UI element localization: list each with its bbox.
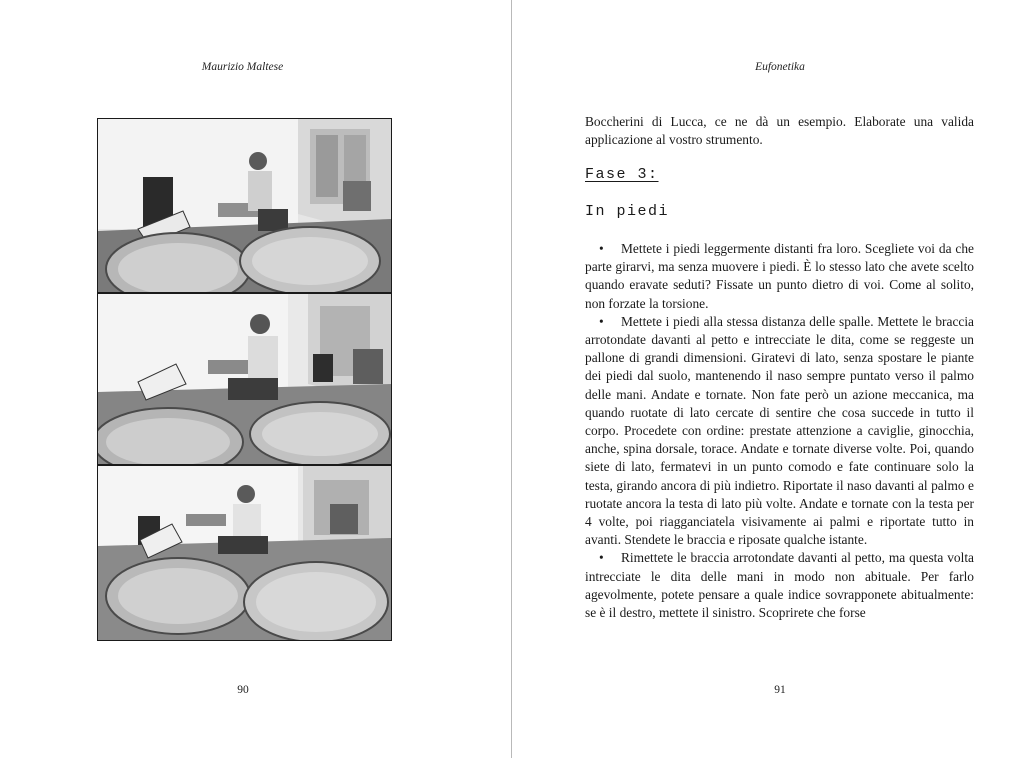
list-item bbox=[585, 313, 974, 550]
bullet-icon: • bbox=[599, 241, 604, 256]
photo-strip bbox=[97, 118, 392, 641]
running-head-title: Eufonetika bbox=[755, 61, 805, 73]
page-number-right: 91 bbox=[774, 684, 786, 696]
bullet-icon: • bbox=[599, 313, 604, 329]
photo-timpanist-3 bbox=[98, 466, 391, 640]
list-item-text: Mettete i piedi alla stessa distanza delle spalle. Mettete le braccia arrotondate davanti al petto e intrecciate le dita, come se reggeste un pallone di grandi dimensioni. Giratevi di lato, senza spostare le piante dei piedi dal suolo, mantenendo il naso sempre puntato verso il palmo delle mani. Andate e tornate. Non fate però un azione meccanica, ma quando ruotate di lato cercate di sentire che cosa succede in tutto il corpo. Procedete con ordine: prestate attenzione a caviglie, ginocchia, anche, spina dorsale, torace. Andate e tornate diverse volte. Poi, quando siete di lato, fermatevi in un punto comodo e fate continuare solo la testa, girando ancora di più indietro. Riportate il naso davanti al palmo e ruotate ancora la testa di lato più volte. Andate e tornate con la testa per 4 volte, poi riagganciatela visivamente ai palmi e riportate tutto in avanti. Stendete le braccia e riposate qualche istante. bbox=[585, 313, 974, 548]
list-item-text: Rimettete le braccia arrotondate davanti al petto, ma questa volta intrecciate le dita delle mani in modo non abituale. Per farlo agevolmente, potete pensare a quale indice sovrapponete abitualmente: se è il destro, mettete il sinistro. Scoprirete che forse bbox=[585, 550, 974, 621]
bullet-icon: • bbox=[599, 550, 604, 566]
photo-timpanist-2 bbox=[98, 294, 391, 464]
section-heading: In piedi bbox=[585, 203, 670, 220]
paragraph-carry-over: Boccherini di Lucca, ce ne dà un esempio. Elaborate una valida applicazione al vostro strumento. bbox=[585, 114, 974, 148]
page-number-left: 90 bbox=[237, 684, 249, 696]
list-item bbox=[585, 240, 974, 313]
list-item-text: Mettete i piedi leggermente distanti fra loro. Scegliete voi da che parte girarvi, ma senza muovere i piedi. È lo stesso lato che avete scelto quando eravate seduti? Fissate un punto dietro di voi. Come al solito, non forzate la torsione. bbox=[585, 241, 974, 311]
phase-heading: Fase 3: bbox=[585, 166, 659, 183]
page-gutter bbox=[511, 0, 512, 758]
running-head-author: Maurizio Maltese bbox=[201, 61, 284, 73]
bullet-list bbox=[585, 240, 974, 622]
photo-timpanist-1 bbox=[98, 119, 391, 292]
list-item bbox=[585, 549, 974, 622]
